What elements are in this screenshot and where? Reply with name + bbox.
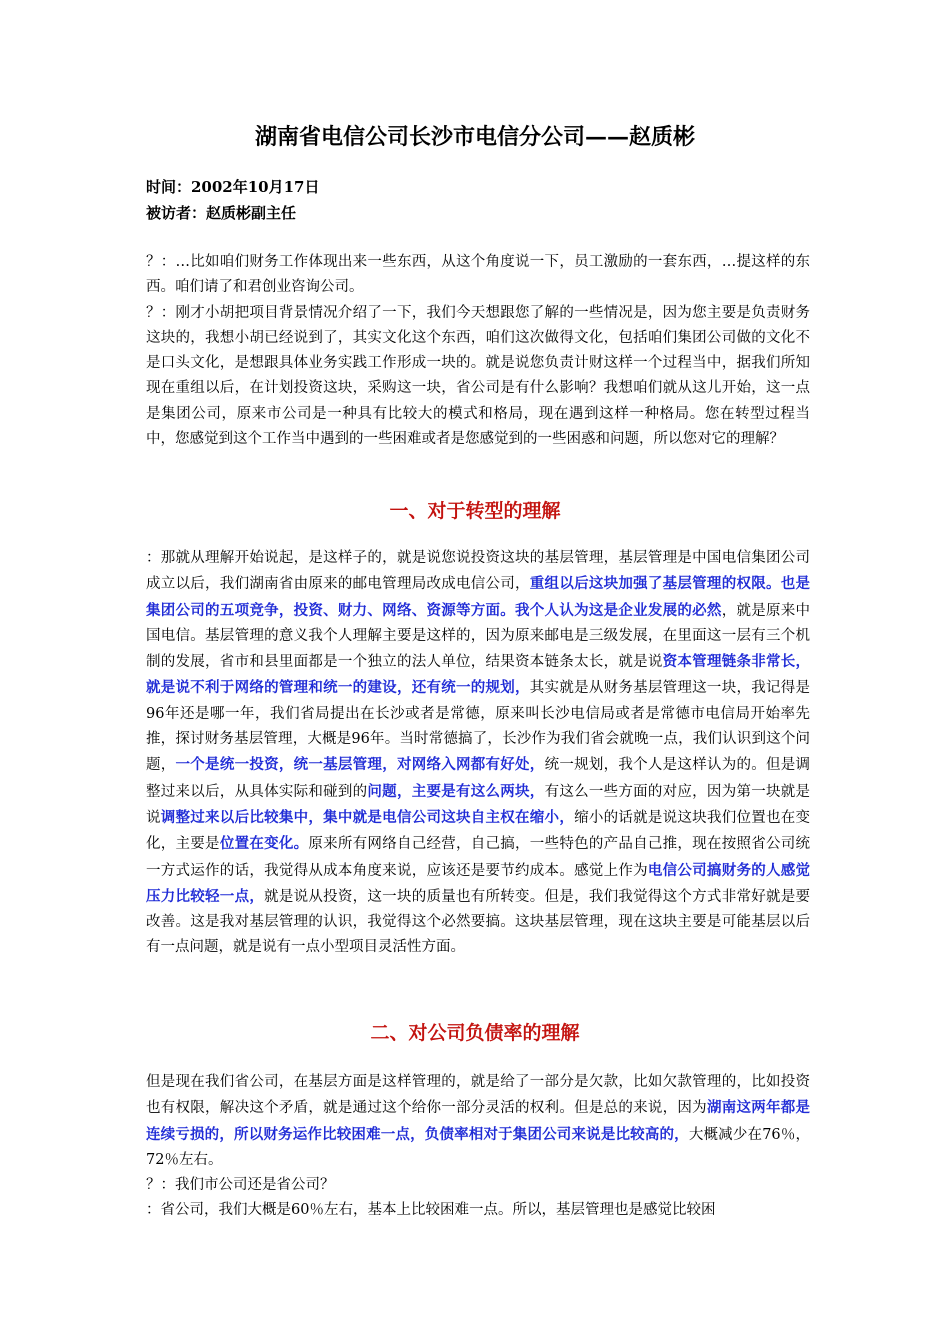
text-run: 有这么一些方面的对应，因为第一块就是说 <box>146 783 811 826</box>
interview-time: 时间：2002年10月17日 <box>146 178 320 196</box>
text-run: 就是说从投资，这一块的质量也有所转变。但是，我们我觉得这个方式非常好就是要改善。这是我对基层管理的认识，我觉得这个必然要搞。这块基层管理，现在这块主要是可能基层以后有一点问题，就是说有一点小型项目灵活性方面。 <box>146 888 810 956</box>
highlight-run: 资本管理链条非常长，就是说不利于网络的管理和统一的建设，还有统一的规划， <box>146 653 811 697</box>
text-run: ，就是原来中国电信。基层管理的意义我个人理解主要是这样的，因为原来邮电是三级发展，在里面这一层有三个机制的发展，省市和县里面都是一个独立的法人单位，结果资本链条太长，就是说 <box>146 602 811 671</box>
highlight-run: 重组以后这块加强了基层管理的权限。也是集团公司的五项竞争，投资、财力、网络、资源等方面。我个人认为这是企业发展的必然 <box>146 575 810 619</box>
highlight-run: 调整过来以后比较集中，集中就是电信公司这块自主权在缩小， <box>160 808 575 826</box>
section-1-body <box>146 546 810 961</box>
answer-line: ：省公司，我们大概是60％左右，基本上比较困难一点。所以，基层管理也是感觉比较困 <box>146 1202 716 1219</box>
section-2-paragraph <box>146 1070 810 1173</box>
text-run: 其实就是从财务基层管理这一块，我记得是96年还是哪一年，我们省局提出在长沙或者是常德，原来叫长沙电信局或者是常德市电信局开始率先推，探讨财务基层管理，大概是96年。当时常德搞了，长沙作为我们省会就晚一点，我们认识到这个问题， <box>146 680 810 774</box>
text-run: 但是现在我们省公司，在基层方面是这样管理的，就是给了一部分是欠款，比如欠款管理的，比如投资也有权限，解决这个矛盾，就是通过这个给你一部分灵活的权利。但是总的来说，因为 <box>146 1074 810 1117</box>
text-run: 大概减少在76％，72％左右。 <box>146 1126 810 1168</box>
section-heading-2: 二、对公司负债率的理解 <box>370 1022 580 1044</box>
intro-block <box>146 250 810 452</box>
question-line: ？：我们市公司还是省公司？ <box>146 1177 335 1194</box>
highlight-run: 湖南这两年都是连续亏损的，所以财务运作比较困难一点，负债率相对于集团公司来说是比较高的， <box>146 1099 811 1143</box>
text-run: ：那就从理解开始说起，是这样子的，就是说您说投资这块的基层管理，基层管理是中国电信集团公司成立以后，我们湖南省由原来的邮电管理局改成电信公司， <box>146 550 810 593</box>
section-heading-1: 一、对于转型的理解 <box>389 500 561 522</box>
intro-question-1: ？：…比如咱们财务工作体现出来一些东西，从这个角度说一下，员工激励的一套东西，…提这样的东西。咱们请了和君创业咨询公司。 <box>146 254 810 296</box>
highlight-run: 电信公司搞财务的人感觉压力比较轻一点， <box>146 861 811 905</box>
document-title: 湖南省电信公司长沙市电信分公司——赵质彬 <box>254 124 695 150</box>
section-1-paragraph <box>146 546 810 961</box>
highlight-run: 问题，主要是有这么两块， <box>367 782 545 800</box>
section-2-body <box>146 1070 810 1224</box>
intro-question-2: ？：刚才小胡把项目背景情况介绍了一下，我们今天想跟您了解的一些情况是，因为您主要是负责财务这块的，我想小胡已经说到了，其实文化这个东西，咱们这次做得文化，包括咱们集团公司做的文化不是口头文化，是想跟具体业务实践工作形成一块的。就是说您负责计财这样一个过程当中，据我们所知现在重组以后，在计划投资这块，采购这一块，省公司是有什么影响？我想咱们就从这儿开始，这一点是集团公司，原来市公司是一种具有比较大的模式和格局，现在遇到这样一种格局。您在转型过程当中，您感觉到这个工作当中遇到的一些困难或者是您感觉到的一些困惑和问题，所以您对它的理解？ <box>146 304 810 448</box>
text-run: 缩小的话就是说这块我们位置也在变化，主要是 <box>146 809 811 853</box>
highlight-run: 位置在变化。 <box>219 835 309 853</box>
highlight-run: 一个是统一投资，统一基层管理，对网络入网都有好处， <box>175 756 545 774</box>
interviewee: 被访者：赵质彬副主任 <box>146 204 297 222</box>
text-run: 原来所有网络自己经营，自己搞，一些特色的产品自己推，现在按照省公司统一方式运作的话，我觉得从成本角度来说，应该还是要节约成本。感觉上作为 <box>146 836 811 879</box>
text-run: 统一规划，我个人是这样认为的。但是调整过来以后，从具体实际和碰到的 <box>146 757 811 800</box>
